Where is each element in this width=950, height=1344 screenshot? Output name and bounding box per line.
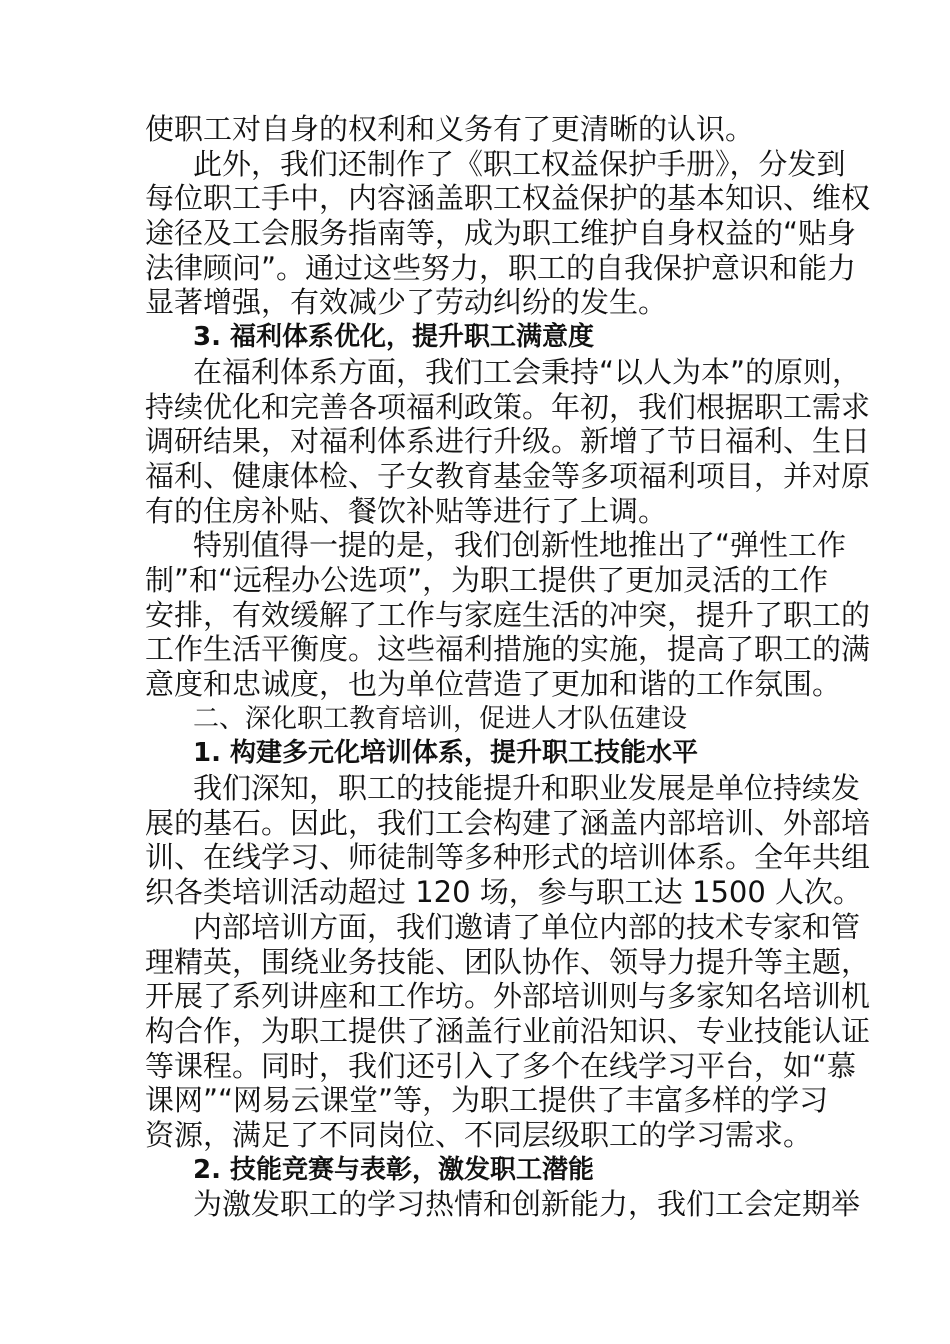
document-body — [145, 112, 871, 1222]
text-line: 构合作，为职工提供了涵盖行业前沿知识、专业技能认证 — [145, 1013, 871, 1048]
text-line: 意度和忠诚度，也为单位营造了更加和谐的工作氛围。 — [145, 667, 842, 701]
text-line: 制”和“远程办公选项”，为职工提供了更加灵活的工作 — [145, 562, 829, 597]
text-line: 课网”“网易云课堂”等，为职工提供了丰富多样的学习 — [145, 1083, 829, 1118]
paragraph-first-line: 内部培训方面，我们邀请了单位内部的技术专家和管 — [193, 909, 861, 944]
text-line: 显著增强，有效减少了劳动纠纷的发生。 — [145, 285, 668, 320]
text-line: 途径及工会服务指南等，成为职工维护自身权益的“贴身 — [145, 216, 857, 251]
text-line: 开展了系列讲座和工作坊。外部培训则与多家知名培训机 — [145, 979, 871, 1014]
section-heading: 1. 构建多元化培训体系，提升职工技能水平 — [193, 738, 699, 769]
paragraph-first-line: 为激发职工的学习热情和创新能力，我们工会定期举 — [193, 1187, 861, 1222]
text-line: 持续优化和完善各项福利政策。年初，我们根据职工需求 — [145, 389, 871, 424]
text-line: 安排，有效缓解了工作与家庭生活的冲突，提升了职工的 — [145, 597, 871, 632]
paragraph-first-line: 在福利体系方面，我们工会秉持“以人为本”的原则， — [193, 354, 862, 389]
text-line: 每位职工手中，内容涵盖职工权益保护的基本知识、维权 — [145, 181, 871, 216]
text-line: 有的住房补贴、餐饮补贴等进行了上调。 — [145, 493, 668, 528]
paragraph-first-line: 此外，我们还制作了《职工权益保护手册》，分发到 — [193, 146, 846, 181]
section-heading: 3. 福利体系优化，提升职工满意度 — [193, 322, 595, 353]
text-line: 织各类培训活动超过 120 场，参与职工达 1500 人次。 — [145, 875, 863, 910]
text-line: 福利、健康体检、子女教育基金等多项福利项目，并对原 — [145, 458, 871, 493]
text-line: 资源，满足了不同岗位、不同层级职工的学习需求。 — [145, 1117, 813, 1152]
text-line: 展的基石。因此，我们工会构建了涵盖内部培训、外部培 — [145, 805, 871, 840]
text-line: 理精英，围绕业务技能、团队协作、领导力提升等主题， — [145, 944, 871, 979]
text-line: 训、在线学习、师徒制等多种形式的培训体系。全年共组 — [145, 840, 871, 875]
text-line: 工作生活平衡度。这些福利措施的实施，提高了职工的满 — [145, 632, 871, 667]
paragraph-first-line: 特别值得一提的是，我们创新性地推出了“弹性工作 — [193, 528, 847, 563]
section-heading: 2. 技能竞赛与表彰，激发职工潜能 — [193, 1154, 595, 1185]
chapter-heading: 二、深化职工教育培训，促进人才队伍建设 — [193, 703, 688, 734]
text-line: 法律顾问”。通过这些努力，职工的自我保护意识和能力 — [145, 250, 857, 285]
paragraph-first-line: 我们深知，职工的技能提升和职业发展是单位持续发 — [193, 771, 861, 806]
text-line: 调研结果，对福利体系进行升级。新增了节日福利、生日 — [145, 424, 871, 459]
text-line: 等课程。同时，我们还引入了多个在线学习平台，如“慕 — [145, 1048, 857, 1083]
text-line: 使职工对自身的权利和义务有了更清晰的认识。 — [145, 112, 755, 146]
